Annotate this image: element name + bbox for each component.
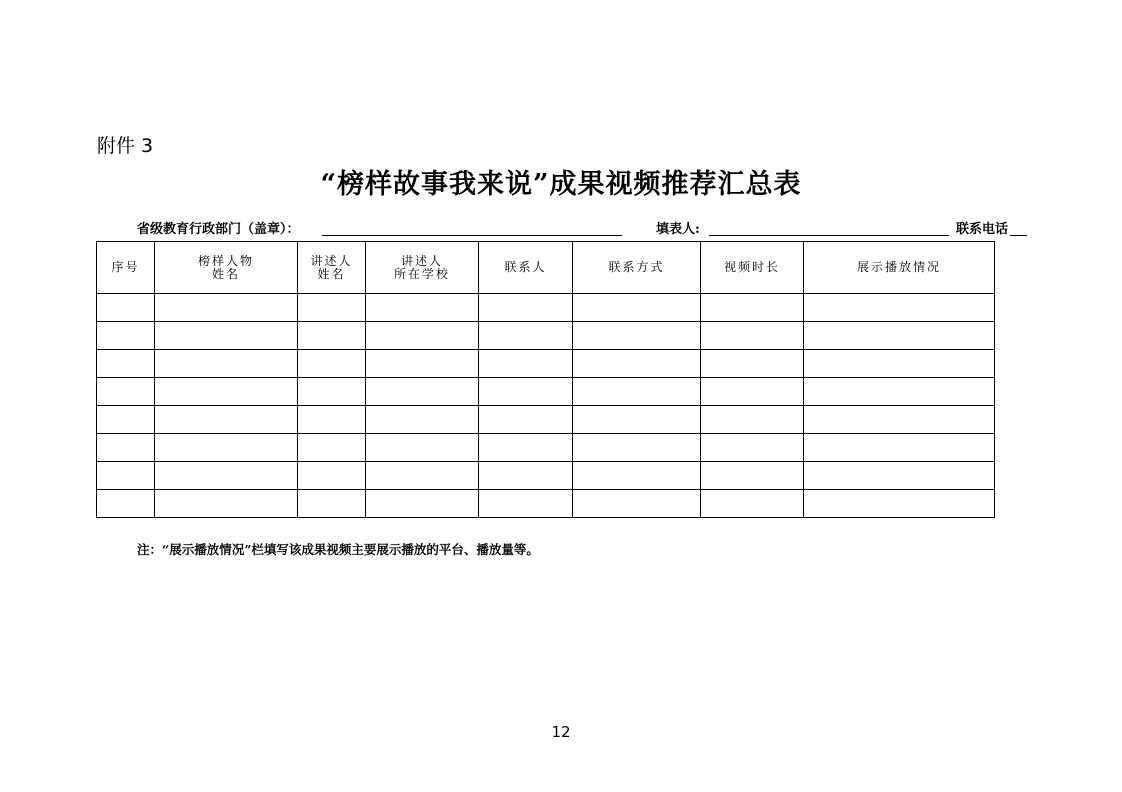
table-cell[interactable] [479, 294, 573, 322]
table-cell[interactable] [573, 378, 701, 406]
table-cell[interactable] [573, 322, 701, 350]
header-contact-line1: 联系人 [504, 260, 547, 274]
table-cell[interactable] [573, 350, 701, 378]
header-role-model-name [155, 242, 298, 294]
header-narrator-line1: 讲述人 [310, 253, 353, 268]
table-cell[interactable] [701, 294, 804, 322]
table-cell[interactable] [804, 462, 995, 490]
table-cell[interactable] [298, 294, 366, 322]
table-cell[interactable] [479, 490, 573, 518]
header-video-duration [701, 242, 804, 294]
table-cell[interactable] [298, 490, 366, 518]
table-cell[interactable] [573, 490, 701, 518]
header-role-model-line1: 榜样人物 [197, 253, 254, 268]
page-title: “榜样故事我来说”成果视频推荐汇总表 [320, 169, 802, 200]
table-cell[interactable] [97, 434, 155, 462]
table-cell[interactable] [701, 434, 804, 462]
table-cell[interactable] [366, 462, 479, 490]
table-cell[interactable] [573, 294, 701, 322]
table-cell[interactable] [804, 294, 995, 322]
table-cell[interactable] [701, 378, 804, 406]
header-display-playback [804, 242, 995, 294]
table-cell[interactable] [479, 322, 573, 350]
table-cell[interactable] [479, 350, 573, 378]
table-header-row [97, 242, 995, 294]
table-cell[interactable] [573, 434, 701, 462]
header-contact-method [573, 242, 701, 294]
department-label: 省级教育行政部门（盖章）： [137, 222, 300, 237]
header-playback-line1: 展示播放情况 [856, 260, 941, 274]
table-row [97, 350, 995, 378]
table-body [97, 294, 995, 518]
table-cell[interactable] [701, 406, 804, 434]
header-contact-person [479, 242, 573, 294]
table-cell[interactable] [366, 322, 479, 350]
table-cell[interactable] [298, 350, 366, 378]
table-cell[interactable] [155, 322, 298, 350]
header-duration-line1: 视频时长 [723, 260, 780, 274]
header-role-model-line2: 姓名 [211, 266, 240, 281]
table-cell[interactable] [701, 350, 804, 378]
table-cell[interactable] [366, 490, 479, 518]
table-cell[interactable] [155, 294, 298, 322]
table-cell[interactable] [155, 406, 298, 434]
table-cell[interactable] [97, 462, 155, 490]
table-row [97, 322, 995, 350]
table-cell[interactable] [155, 378, 298, 406]
table-cell[interactable] [298, 406, 366, 434]
table-row [97, 294, 995, 322]
table-cell[interactable] [298, 322, 366, 350]
table-cell[interactable] [366, 434, 479, 462]
table-cell[interactable] [701, 322, 804, 350]
page-number: 12 [551, 723, 571, 741]
header-narrator-line2: 姓名 [317, 266, 346, 281]
table-cell[interactable] [298, 434, 366, 462]
table-cell[interactable] [155, 350, 298, 378]
table-cell[interactable] [804, 434, 995, 462]
table-cell[interactable] [804, 378, 995, 406]
table-cell[interactable] [298, 462, 366, 490]
table-cell[interactable] [298, 378, 366, 406]
table-cell[interactable] [804, 490, 995, 518]
table-cell[interactable] [479, 378, 573, 406]
phone-blank-field[interactable] [1010, 235, 1027, 236]
recommendation-summary-table [96, 241, 995, 518]
table-cell[interactable] [479, 406, 573, 434]
table-cell[interactable] [366, 294, 479, 322]
table-cell[interactable] [366, 350, 479, 378]
table-cell[interactable] [97, 490, 155, 518]
table-cell[interactable] [479, 434, 573, 462]
table-cell[interactable] [804, 406, 995, 434]
table-cell[interactable] [804, 322, 995, 350]
table-row [97, 462, 995, 490]
table-cell[interactable] [804, 350, 995, 378]
table-row [97, 434, 995, 462]
table-cell[interactable] [366, 378, 479, 406]
table-cell[interactable] [97, 406, 155, 434]
phone-label: 联系电话 [956, 222, 1009, 237]
table-cell[interactable] [155, 462, 298, 490]
table-cell[interactable] [155, 434, 298, 462]
table-cell[interactable] [155, 490, 298, 518]
table-cell[interactable] [97, 322, 155, 350]
header-school-line2: 所在学校 [393, 266, 450, 281]
table-cell[interactable] [573, 462, 701, 490]
header-narrator-school [366, 242, 479, 294]
table-cell[interactable] [573, 406, 701, 434]
filler-blank-field[interactable] [709, 235, 949, 236]
filler-label: 填表人: [656, 222, 700, 237]
header-school-line1: 讲述人 [400, 253, 443, 268]
footnote: 注：“展示播放情况”栏填写该成果视频主要展示播放的平台、播放量等。 [137, 542, 539, 557]
table-row [97, 378, 995, 406]
header-index [97, 242, 155, 294]
table-row [97, 406, 995, 434]
table-cell[interactable] [701, 462, 804, 490]
department-blank-field[interactable] [322, 235, 622, 236]
attachment-label: 附件 3 [97, 135, 154, 157]
header-narrator-name [298, 242, 366, 294]
table-cell[interactable] [97, 350, 155, 378]
table-row [97, 490, 995, 518]
header-method-line1: 联系方式 [608, 260, 665, 274]
table-cell[interactable] [366, 406, 479, 434]
header-index-line1: 序号 [111, 260, 140, 274]
table-cell[interactable] [701, 490, 804, 518]
table-cell[interactable] [97, 378, 155, 406]
table-cell[interactable] [97, 294, 155, 322]
table-cell[interactable] [479, 462, 573, 490]
